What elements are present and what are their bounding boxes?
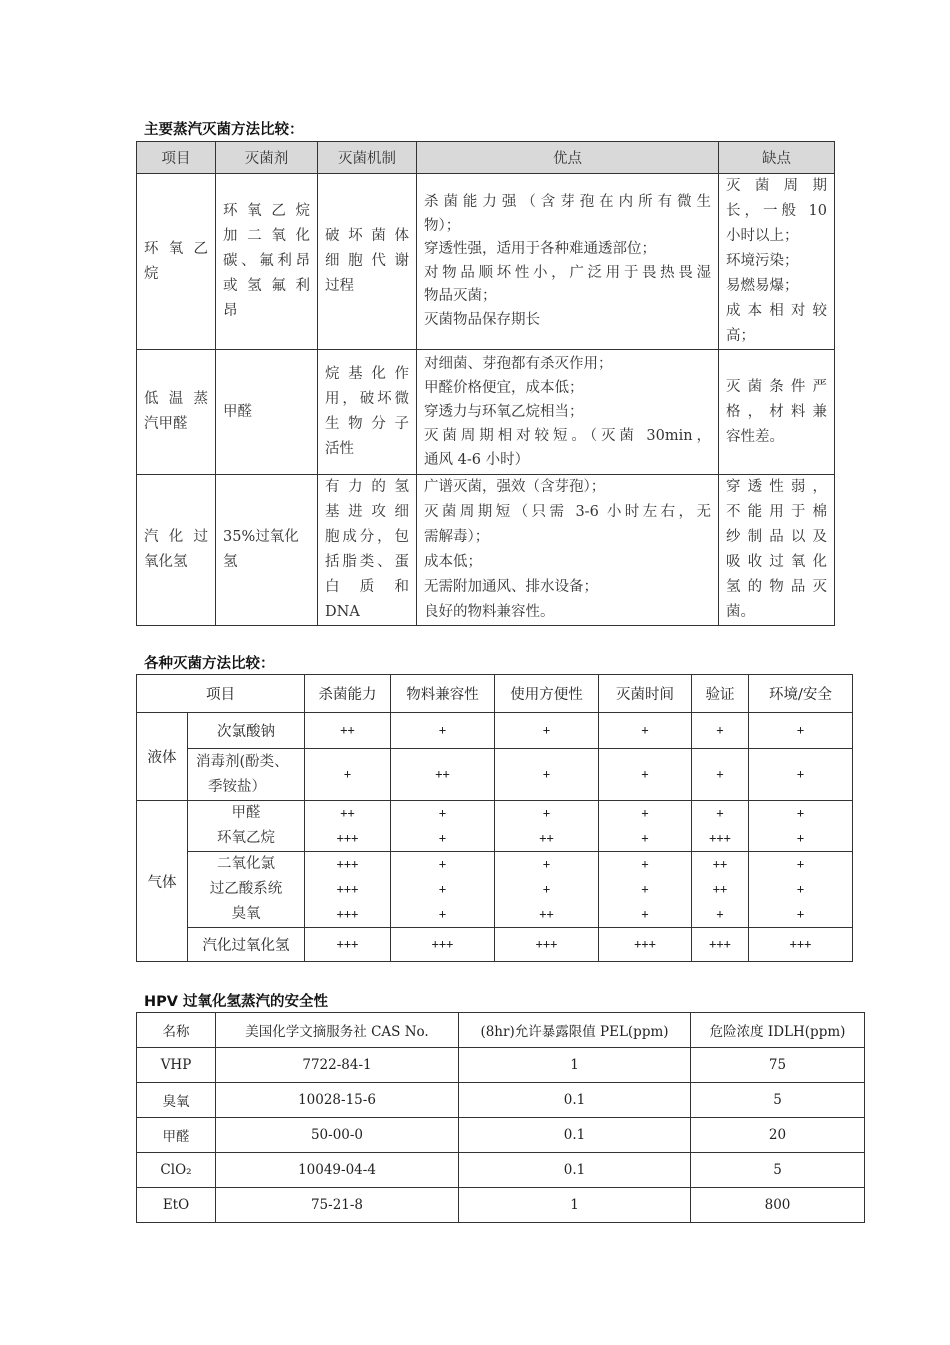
table-row — [137, 475, 835, 626]
method-name: 次氯酸钠 — [188, 713, 305, 749]
header-mechanism: 灭菌机制 — [318, 142, 417, 174]
header-cons: 缺点 — [719, 142, 835, 174]
rating-cell: + + — [749, 801, 853, 852]
row-item: 低温蒸 汽甲醛 — [137, 350, 216, 475]
rating-cell: + ++ — [495, 801, 599, 852]
rating-cell: + + + — [749, 852, 853, 928]
header-name: 名称 — [137, 1013, 216, 1048]
header-compatibility: 物料兼容性 — [391, 675, 495, 713]
section1-title: 主要蒸汽灭菌方法比较： — [144, 122, 304, 138]
table-header-row — [137, 1013, 865, 1048]
table-row — [137, 749, 853, 801]
idlh-value: 5 — [691, 1153, 865, 1188]
table-row — [137, 1118, 865, 1153]
rating-cell: +++ — [495, 928, 599, 962]
row-mechanism: 有力的氢 基进攻细 胞成分，包 括脂类、蛋 白 质 和 DNA — [318, 475, 417, 626]
pel-value: 1 — [459, 1188, 691, 1223]
method-name: 甲醛 环氧乙烷 — [188, 801, 305, 852]
row-agent: 35%过氧化 氢 — [216, 475, 318, 626]
rating-cell: + — [599, 713, 692, 749]
row-cons: 穿透性弱， 不能用于棉 纱制品以及 吸收过氧化 氢的物品灭 菌。 — [719, 475, 835, 626]
rating-cell: +++ +++ +++ — [305, 852, 391, 928]
steam-sterilization-table — [136, 141, 835, 626]
header-kill-ability: 杀菌能力 — [305, 675, 391, 713]
substance-name: 臭氧 — [137, 1083, 216, 1118]
rating-cell: + — [495, 749, 599, 801]
idlh-value: 800 — [691, 1188, 865, 1223]
rating-cell: + +++ — [692, 801, 749, 852]
method-name: 消毒剂(酚类、 季铵盐） — [188, 749, 305, 801]
header-pel: (8hr)允许暴露限值 PEL(ppm) — [459, 1013, 691, 1048]
row-pros: 杀菌能力强（含芽孢在内所有微生 物）； 穿透性强，适用于各种难通透部位； 对物品顺坏性小，广泛用于畏热畏湿 物品灭菌； 灭菌物品保存期长 — [417, 174, 719, 350]
idlh-value: 75 — [691, 1048, 865, 1083]
row-mechanism: 烷基化作 用，破坏微 生物分子 活性 — [318, 350, 417, 475]
method-name: 汽化过氧化氢 — [188, 928, 305, 962]
sterilization-methods-table — [136, 674, 853, 962]
table-row — [137, 1188, 865, 1223]
rating-cell: ++ — [305, 713, 391, 749]
rating-cell: + — [305, 749, 391, 801]
rating-cell: + + + — [599, 852, 692, 928]
row-item — [137, 174, 216, 350]
header-time: 灭菌时间 — [599, 675, 692, 713]
section2-title: 各种灭菌方法比较： — [144, 656, 275, 672]
hpv-safety-table — [136, 1012, 865, 1223]
rating-cell: +++ — [599, 928, 692, 962]
row-item: 汽化过 氧化氢 — [137, 475, 216, 626]
substance-name: VHP — [137, 1048, 216, 1083]
rating-cell: + + — [391, 801, 495, 852]
rating-cell: + — [749, 713, 853, 749]
pel-value: 0.1 — [459, 1153, 691, 1188]
idlh-value: 5 — [691, 1083, 865, 1118]
row-pros: 对细菌、芽孢都有杀灭作用； 甲醛价格便宜，成本低； 穿透力与环氧乙烷相当； 灭菌周期相对较短。（灭菌 30min， 通风 4-6 小时） — [417, 350, 719, 475]
rating-cell: + — [692, 713, 749, 749]
table-row — [137, 1153, 865, 1188]
row-agent: 环氧乙烷 加二氧化 碳、氟利昂 或氢氟利 昂 — [216, 174, 318, 350]
section3-title: HPV 过氧化氢蒸汽的安全性 — [144, 994, 329, 1010]
table-row — [137, 928, 853, 962]
rating-cell: + — [495, 713, 599, 749]
group-label-gas: 气体 — [137, 801, 188, 962]
row-cons: 灭菌周期 长，一般 10 小时以上； 环境污染； 易燃易爆； 成本相对较 高； — [719, 174, 835, 350]
rating-cell: +++ — [391, 928, 495, 962]
substance-name: ClO₂ — [137, 1153, 216, 1188]
table-header-row — [137, 142, 835, 174]
table-row — [137, 713, 853, 749]
rating-cell: + + — [599, 801, 692, 852]
table-row — [137, 350, 835, 475]
table-row — [137, 1083, 865, 1118]
row-mechanism: 破坏菌体 细胞代谢 过程 — [318, 174, 417, 350]
cas-number: 7722-84-1 — [216, 1048, 459, 1083]
item-text: 环氧乙 烷 — [144, 240, 208, 282]
header-convenience: 使用方便性 — [495, 675, 599, 713]
pel-value: 0.1 — [459, 1083, 691, 1118]
row-agent: 甲醛 — [216, 350, 318, 475]
header-cas: 美国化学文摘服务社 CAS No. — [216, 1013, 459, 1048]
rating-cell: ++ — [391, 749, 495, 801]
table-row — [137, 1048, 865, 1083]
header-pros: 优点 — [417, 142, 719, 174]
rating-cell: ++ +++ — [305, 801, 391, 852]
rating-cell: ++ ++ + — [692, 852, 749, 928]
row-pros: 广谱灭菌，强效（含芽孢）； 灭菌周期短（只需 3-6 小时左右，无 需解毒）； 成本低； 无需附加通风、排水设备； 良好的物料兼容性。 — [417, 475, 719, 626]
rating-cell: + — [391, 713, 495, 749]
rating-cell: + — [599, 749, 692, 801]
header-environment-safety: 环境/安全 — [749, 675, 853, 713]
substance-name: 甲醛 — [137, 1118, 216, 1153]
table-row — [137, 801, 853, 852]
cas-number: 50-00-0 — [216, 1118, 459, 1153]
substance-name: EtO — [137, 1188, 216, 1223]
rating-cell: + — [749, 749, 853, 801]
cas-number: 75-21-8 — [216, 1188, 459, 1223]
header-item: 项目 — [137, 142, 216, 174]
table-row — [137, 174, 835, 350]
header-agent: 灭菌剂 — [216, 142, 318, 174]
header-item: 项目 — [137, 675, 305, 713]
rating-cell: +++ — [749, 928, 853, 962]
rating-cell: + — [692, 749, 749, 801]
pel-value: 0.1 — [459, 1118, 691, 1153]
rating-cell: + + + — [391, 852, 495, 928]
rating-cell: +++ — [305, 928, 391, 962]
table-header-row — [137, 675, 853, 713]
group-label-liquid: 液体 — [137, 713, 188, 801]
idlh-value: 20 — [691, 1118, 865, 1153]
rating-cell: +++ — [692, 928, 749, 962]
cas-number: 10049-04-4 — [216, 1153, 459, 1188]
cas-number: 10028-15-6 — [216, 1083, 459, 1118]
table-row — [137, 852, 853, 928]
pel-value: 1 — [459, 1048, 691, 1083]
header-idlh: 危险浓度 IDLH(ppm) — [691, 1013, 865, 1048]
row-cons: 灭菌条件严 格，材料兼 容性差。 — [719, 350, 835, 475]
method-name: 二氧化氯 过乙酸系统 臭氧 — [188, 852, 305, 928]
rating-cell: + + ++ — [495, 852, 599, 928]
header-validation: 验证 — [692, 675, 749, 713]
